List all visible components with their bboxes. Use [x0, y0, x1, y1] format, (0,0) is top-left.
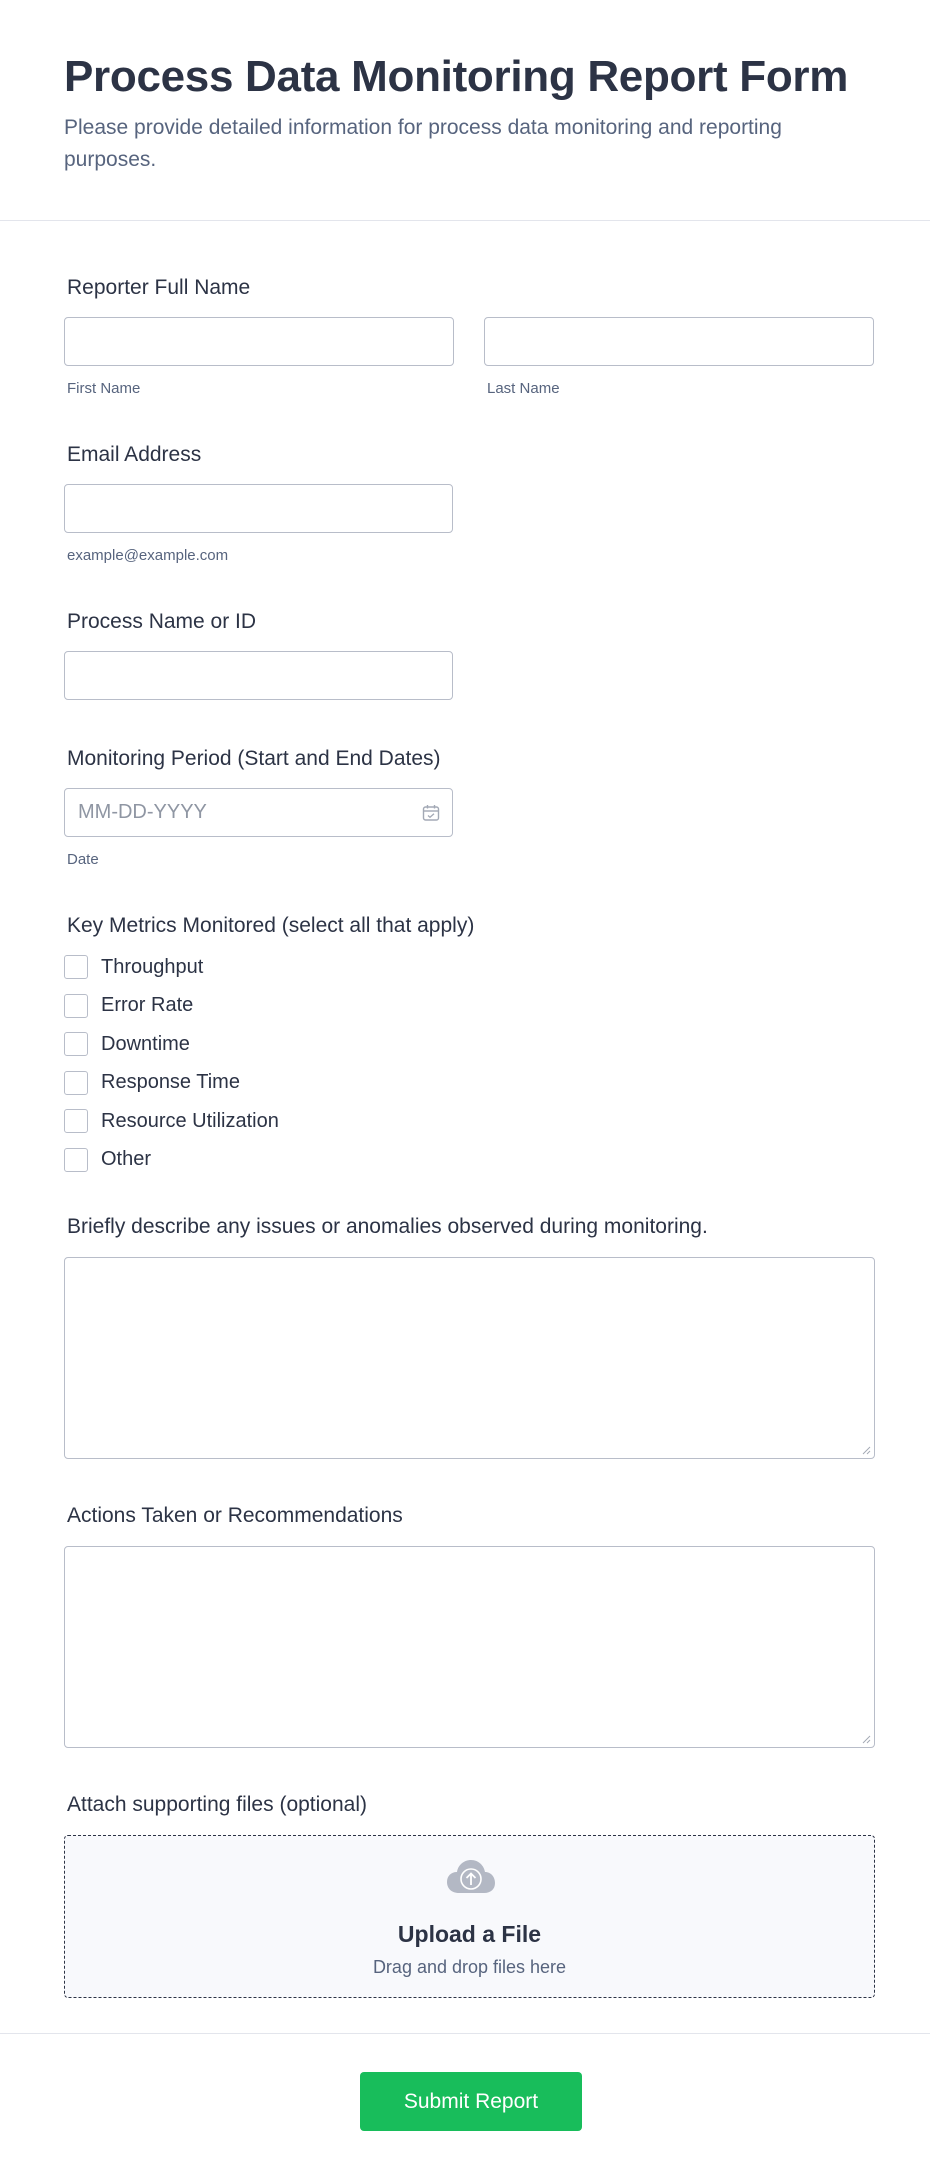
page-description: Please provide detailed information for process data monitoring and reporting purposes. — [64, 116, 782, 171]
checkbox-option-throughput[interactable] — [64, 955, 866, 979]
checkbox-label[interactable]: Throughput — [101, 955, 204, 978]
attachments-label: Attach supporting files (optional) — [67, 1792, 367, 1816]
issues-label: Briefly describe any issues or anomalies observed during monitoring. — [67, 1214, 708, 1238]
checkbox[interactable] — [64, 1109, 88, 1133]
checkbox[interactable] — [64, 1148, 88, 1172]
date-input[interactable] — [64, 788, 453, 837]
submit-report-button[interactable]: Submit Report — [360, 2072, 582, 2131]
checkbox-label[interactable]: Resource Utilization — [101, 1109, 279, 1132]
checkbox-option-error-rate[interactable] — [64, 994, 866, 1018]
actions-textarea[interactable] — [64, 1546, 875, 1748]
checkbox-option-resource-utilization[interactable] — [64, 1109, 866, 1133]
file-upload-dropzone[interactable] — [64, 1835, 875, 1998]
issues-field — [64, 1214, 866, 1459]
attachments-field — [64, 1792, 866, 1998]
page-title: Process Data Monitoring Report Form — [64, 52, 849, 101]
upload-subtitle: Drag and drop files here — [372, 1956, 567, 1977]
checkbox-option-downtime[interactable] — [64, 1032, 866, 1056]
monitoring-period-label: Monitoring Period (Start and End Dates) — [67, 747, 441, 770]
email-label: Email Address — [67, 443, 202, 466]
actions-label: Actions Taken or Recommendations — [67, 1503, 403, 1527]
form-header — [0, 0, 930, 221]
metrics-label: Key Metrics Monitored (select all that apply) — [67, 914, 475, 937]
last-name-sublabel: Last Name — [487, 380, 560, 397]
actions-field — [64, 1503, 866, 1748]
checkbox-option-response-time[interactable] — [64, 1071, 866, 1095]
form-body — [0, 275, 930, 1998]
checkbox-label[interactable]: Downtime — [101, 1032, 190, 1055]
checkbox-label[interactable]: Other — [101, 1148, 152, 1170]
checkbox[interactable] — [64, 994, 88, 1018]
resize-handle-icon[interactable] — [862, 1446, 871, 1455]
reporter-name-field — [64, 275, 866, 398]
process-label: Process Name or ID — [67, 610, 257, 633]
upload-title: Upload a File — [397, 1920, 542, 1947]
issues-textarea[interactable] — [64, 1257, 875, 1459]
email-field — [64, 442, 866, 565]
checkbox[interactable] — [64, 955, 88, 979]
first-name-sublabel: First Name — [67, 380, 141, 397]
form-footer — [0, 2033, 930, 2179]
metrics-checkbox-list — [64, 955, 866, 1172]
checkbox[interactable] — [64, 1071, 88, 1095]
first-name-input[interactable] — [64, 317, 454, 366]
process-field — [64, 609, 866, 700]
metrics-field — [64, 913, 866, 1172]
last-name-input[interactable] — [484, 317, 874, 366]
date-sublabel: Date — [67, 851, 99, 868]
reporter-name-label: Reporter Full Name — [67, 276, 251, 299]
resize-handle-icon[interactable] — [862, 1735, 871, 1744]
email-input[interactable] — [64, 484, 453, 533]
calendar-icon[interactable] — [422, 804, 440, 822]
checkbox-option-other[interactable] — [64, 1148, 866, 1172]
monitoring-period-field — [64, 746, 866, 869]
checkbox[interactable] — [64, 1032, 88, 1056]
checkbox-label[interactable]: Response Time — [101, 1071, 240, 1093]
checkbox-label[interactable]: Error Rate — [101, 994, 194, 1016]
cloud-upload-icon — [447, 1860, 495, 1894]
process-input[interactable] — [64, 651, 453, 700]
date-placeholder: MM-DD-YYYY — [78, 801, 207, 823]
email-sublabel: example@example.com — [67, 547, 229, 564]
